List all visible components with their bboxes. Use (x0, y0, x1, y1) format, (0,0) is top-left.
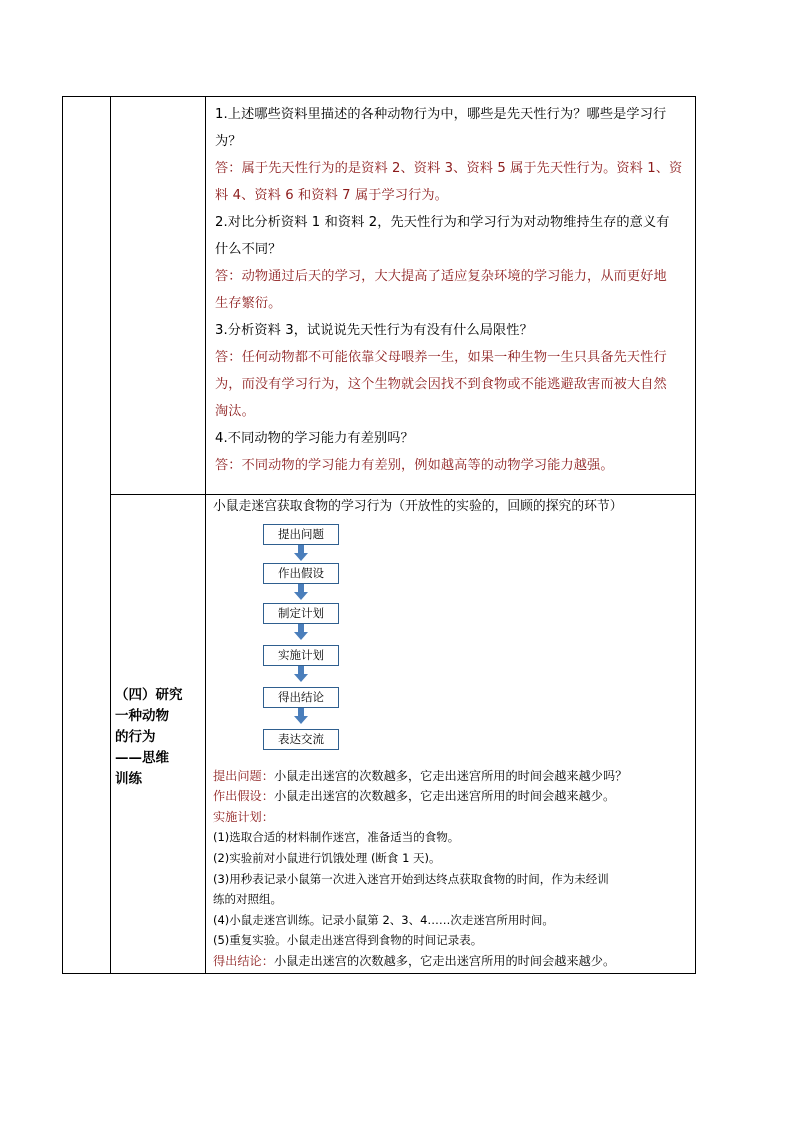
section-label-line: （四）研究 (115, 687, 183, 703)
question-4: 4.不同动物的学习能力有差别吗？ (215, 431, 414, 446)
question-2-cont: 什么不同？ (215, 242, 282, 257)
answer-3: 答：任何动物都不可能依靠父母喂养一生，如果一种生物一生只具备先天性行 (215, 350, 667, 365)
question-text: 小鼠走出迷宫的次数越多，它走出迷宫所用的时间会越来越少吗？ (273, 768, 628, 783)
answer-2: 答：动物通过后天的学习，大大提高了适应复杂环境的学习能力，从而更好地 (215, 269, 667, 284)
flow-step: 实施计划 (263, 645, 339, 666)
flow-step: 作出假设 (263, 563, 339, 584)
question-label: 提出问题： (213, 768, 274, 783)
down-arrow-icon (294, 624, 308, 640)
flow-step: 得出结论 (263, 687, 339, 708)
plan-step: (3)用秒表记录小鼠第一次进入迷宫开始到达终点获取食物的时间，作为未经训 (213, 871, 609, 886)
column-divider (110, 97, 111, 973)
question-line (213, 766, 695, 787)
hypothesis-text: 小鼠走出迷宫的次数越多，它走出迷宫所用的时间会越来越少。 (273, 789, 616, 804)
hypothesis-line (213, 786, 695, 807)
experiment-intro: 小鼠走迷宫获取食物的学习行为（开放性的实验的，回顾的探究的环节） (213, 499, 623, 514)
conclusion-label: 得出结论： (213, 953, 274, 968)
question-2: 2.对比分析资料 1 和资料 2，先天性行为和学习行为对动物维持生存的意义有 (215, 215, 670, 230)
down-arrow-icon (294, 584, 308, 600)
plan-step: (5)重复实验。小鼠走出迷宫得到食物的时间记录表。 (213, 933, 483, 948)
flow-step: 制定计划 (263, 603, 339, 624)
answer-3-cont: 为，而没有学习行为，这个生物就会因找不到食物或不能逃避敌害而被大自然 (215, 377, 667, 392)
question-1-cont: 为？ (215, 134, 242, 149)
answer-2-cont: 生存繁衍。 (215, 296, 282, 311)
plan-step: (1)选取合适的材料制作迷宫，准备适当的食物。 (213, 830, 460, 845)
answer-4: 答：不同动物的学习能力有差别，例如越高等的动物学习能力越强。 (215, 458, 614, 473)
question-3: 3.分析资料 3，试说说先天性行为有没有什么局限性？ (215, 323, 533, 338)
section-label (115, 685, 203, 790)
question-answer-cell (215, 101, 693, 479)
down-arrow-icon (294, 666, 308, 682)
answer-1: 答：属于先天性行为的是资料 2、资料 3、资料 5 属于先天性行为。资料 1、资 (215, 161, 683, 176)
row-divider (110, 494, 695, 495)
hypothesis-label: 作出假设： (213, 789, 274, 804)
answer-3-end: 淘汰。 (215, 404, 255, 419)
section-label-line: 训练 (115, 771, 142, 787)
conclusion-line (213, 951, 695, 972)
flowchart (213, 518, 695, 766)
conclusion-text: 小鼠走出迷宫的次数越多，它走出迷宫所用的时间会越来越少。 (273, 953, 616, 968)
plan-label: 实施计划： (213, 809, 274, 824)
question-1: 1.上述哪些资料里描述的各种动物行为中，哪些是先天性行为？哪些是学习行 (215, 107, 667, 122)
plan-step: (4)小鼠走迷宫训练。记录小鼠第 2、3、4……次走迷宫所用时间。 (213, 912, 554, 927)
section-label-line: ——思维 (115, 750, 169, 766)
plan-step: (2)实验前对小鼠进行饥饿处理 (断食 1 天)。 (213, 850, 441, 865)
column-divider (205, 97, 206, 973)
section-label-line: 的行为 (115, 729, 156, 745)
answer-1-cont: 料 4、资料 6 和资料 7 属于学习行为。 (215, 188, 448, 203)
flow-step: 表达交流 (263, 729, 339, 750)
down-arrow-icon (294, 708, 308, 724)
lesson-table (62, 96, 696, 974)
section-label-line: 一种动物 (115, 708, 169, 724)
experiment-cell (213, 497, 695, 973)
plan-step: 练的对照组。 (213, 892, 282, 907)
down-arrow-icon (294, 545, 308, 561)
flow-step: 提出问题 (263, 524, 339, 545)
